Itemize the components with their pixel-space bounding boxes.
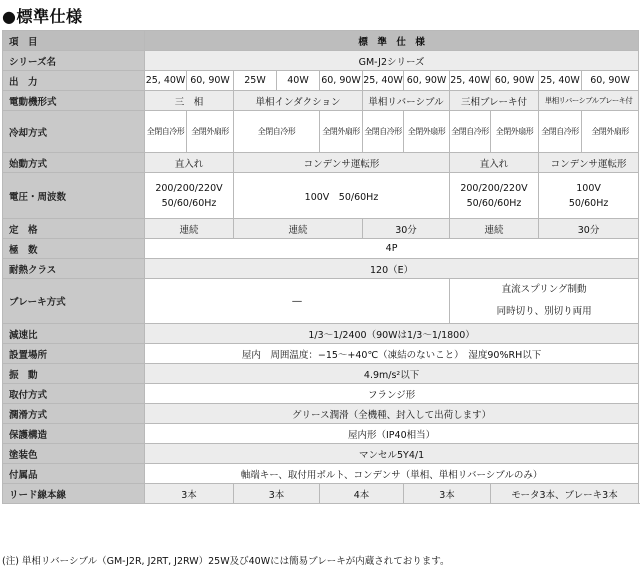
cooling-cell: 全閉外扇形: [187, 111, 234, 153]
leads-cell: 3本: [145, 484, 234, 504]
output-cell: 60, 90W: [491, 71, 539, 91]
protection-row: [3, 424, 639, 444]
frequency-value: 50/60/60Hz: [466, 197, 522, 209]
cooling-cell: 全閉自冷形: [539, 111, 582, 153]
poles-value: 4P: [145, 239, 639, 259]
cooling-cell: 全閉自冷形: [234, 111, 320, 153]
output-label: 出 力: [3, 71, 145, 91]
motor-type-cell: 三 相: [145, 91, 234, 111]
voltage-row: [3, 173, 639, 219]
insulation-label: 耐熱クラス: [3, 259, 145, 279]
motor-type-cell: 三相ブレーキ付: [450, 91, 539, 111]
lubrication-label: 潤滑方式: [3, 404, 145, 424]
rating-cell: 30分: [539, 219, 639, 239]
reduction-value: 1/3～1/2400（90Wは1/3～1/1800）: [145, 324, 639, 344]
frequency-value: 50/60/60Hz: [161, 197, 217, 209]
page-title: ●標準仕様: [2, 7, 83, 26]
footnote: (注) 単相リバーシブル（GM-J2R, J2RT, J2RW）25W及び40Wには簡易ブレーキが内蔵されております。: [2, 556, 450, 567]
series-row: [3, 51, 639, 71]
paint-value: マンセル5Y4/1: [145, 444, 639, 464]
rating-label: 定 格: [3, 219, 145, 239]
insulation-row: [3, 259, 639, 279]
output-cell: 40W: [277, 71, 320, 91]
voltage-value: 200/200/220V: [460, 182, 528, 194]
leads-label: リード線本線: [3, 484, 145, 504]
mounting-value: フランジ形: [145, 384, 639, 404]
brake-label: ブレーキ方式: [3, 279, 145, 324]
poles-row: [3, 239, 639, 259]
header-item-label: 項 目: [3, 31, 145, 51]
starting-label: 始動方式: [3, 153, 145, 173]
accessories-value: 軸端キー、取付用ボルト、コンデンサ（単相、単相リバーシブルのみ）: [145, 464, 639, 484]
voltage-label: 電圧・周波数: [3, 173, 145, 219]
brake-cell: [450, 279, 639, 324]
leads-row: [3, 484, 639, 504]
mounting-label: 取付方式: [3, 384, 145, 404]
starting-cell: コンデンサ運転形: [539, 153, 639, 173]
voltage-cell: 100V 50/60Hz: [234, 173, 450, 219]
voltage-value: 100V: [576, 182, 601, 194]
rating-row: [3, 219, 639, 239]
protection-label: 保護構造: [3, 424, 145, 444]
vibration-label: 振 動: [3, 364, 145, 384]
frequency-value: 50/60Hz: [568, 197, 609, 209]
reduction-label: 減速比: [3, 324, 145, 344]
starting-cell: 直入れ: [145, 153, 234, 173]
brake-type: 直流スプリング制動: [501, 284, 587, 295]
voltage-cell: [539, 173, 639, 219]
leads-cell: 3本: [234, 484, 320, 504]
rating-cell: 連続: [450, 219, 539, 239]
series-label: シリーズ名: [3, 51, 145, 71]
location-label: 設置場所: [3, 344, 145, 364]
header-spec-label: 標 準 仕 様: [145, 31, 639, 51]
leads-cell: 3本: [404, 484, 491, 504]
output-cell: 60, 90W: [187, 71, 234, 91]
lubrication-row: [3, 404, 639, 424]
rating-cell: 30分: [363, 219, 450, 239]
cooling-row: [3, 111, 639, 153]
leads-cell: 4本: [320, 484, 404, 504]
cooling-cell: 全閉外扇形: [320, 111, 363, 153]
cooling-cell: 全閉外扇形: [491, 111, 539, 153]
output-cell: 25, 40W: [363, 71, 404, 91]
paint-label: 塗装色: [3, 444, 145, 464]
starting-row: [3, 153, 639, 173]
motor-type-cell: 単相インダクション: [234, 91, 363, 111]
cooling-cell: 全閉自冷形: [145, 111, 187, 153]
leads-cell: モータ3本、ブレーキ3本: [491, 484, 639, 504]
poles-label: 極 数: [3, 239, 145, 259]
output-cell: 60, 90W: [582, 71, 639, 91]
brake-switching: 同時切り、別切り両用: [496, 306, 592, 317]
paint-row: [3, 444, 639, 464]
brake-row: [3, 279, 639, 324]
vibration-value: 4.9m/s²以下: [145, 364, 639, 384]
location-value: 屋内 周囲温度：−15～+40℃（凍結のないこと） 湿度90%RH以下: [145, 344, 639, 364]
cooling-label: 冷却方式: [3, 111, 145, 153]
accessories-label: 付属品: [3, 464, 145, 484]
cooling-cell: 全閉外扇形: [582, 111, 639, 153]
output-cell: 25W: [234, 71, 277, 91]
protection-value: 屋内形（IP40相当）: [145, 424, 639, 444]
brake-none: ―: [145, 279, 450, 324]
cooling-cell: 全閉自冷形: [450, 111, 491, 153]
rating-cell: 連続: [145, 219, 234, 239]
output-row: [3, 71, 639, 91]
lubrication-value: グリース潤滑（全機種、封入して出荷します）: [145, 404, 639, 424]
cooling-cell: 全閉外扇形: [404, 111, 450, 153]
output-cell: 25, 40W: [539, 71, 582, 91]
series-value: GM-J2シリーズ: [145, 51, 639, 71]
output-cell: 25, 40W: [145, 71, 187, 91]
header-row: [3, 31, 639, 51]
voltage-cell: [450, 173, 539, 219]
starting-cell: コンデンサ運転形: [234, 153, 450, 173]
spec-table: [2, 30, 639, 504]
reduction-row: [3, 324, 639, 344]
output-cell: 60, 90W: [320, 71, 363, 91]
motor-type-cell: 単相リバーシブルブレーキ付: [539, 91, 639, 111]
starting-cell: 直入れ: [450, 153, 539, 173]
motor-type-row: [3, 91, 639, 111]
voltage-value: 200/200/220V: [155, 182, 223, 194]
location-row: [3, 344, 639, 364]
output-cell: 60, 90W: [404, 71, 450, 91]
vibration-row: [3, 364, 639, 384]
accessories-row: [3, 464, 639, 484]
insulation-value: 120（E）: [145, 259, 639, 279]
motor-type-label: 電動機形式: [3, 91, 145, 111]
voltage-cell: [145, 173, 234, 219]
cooling-cell: 全閉自冷形: [363, 111, 404, 153]
mounting-row: [3, 384, 639, 404]
motor-type-cell: 単相リバーシブル: [363, 91, 450, 111]
output-cell: 25, 40W: [450, 71, 491, 91]
rating-cell: 連続: [234, 219, 363, 239]
